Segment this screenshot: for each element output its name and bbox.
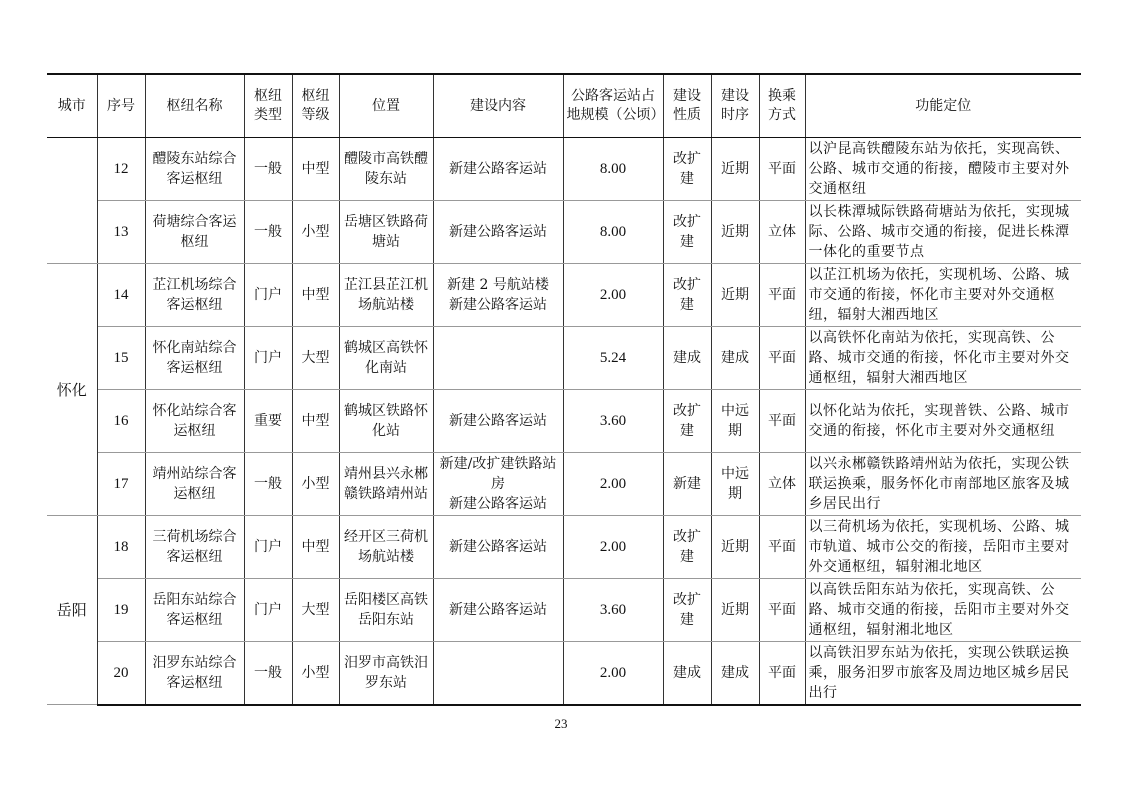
cell-area: 2.00 <box>563 642 663 705</box>
cell-timing: 建成 <box>711 327 759 390</box>
header-name: 枢纽名称 <box>145 74 244 138</box>
cell-function: 以三荷机场为依托，实现机场、公路、城市轨道、城市公交的衔接，岳阳市主要对外交通枢纽，辐射湘北地区 <box>805 516 1081 579</box>
header-function: 功能定位 <box>805 74 1081 138</box>
cell-hub-level: 中型 <box>292 264 339 327</box>
cell-no: 13 <box>97 201 145 264</box>
table-row <box>47 264 1081 327</box>
cell-no: 18 <box>97 516 145 579</box>
cell-timing: 中远期 <box>711 453 759 516</box>
cell-transfer: 立体 <box>759 453 805 516</box>
cell-timing: 近期 <box>711 138 759 201</box>
cell-location: 靖州县兴永郴赣铁路靖州站 <box>339 453 433 516</box>
cell-function: 以沪昆高铁醴陵东站为依托，实现高铁、公路、城市交通的衔接，醴陵市主要对外交通枢纽 <box>805 138 1081 201</box>
cell-location: 鹤城区高铁怀化南站 <box>339 327 433 390</box>
cell-content: 新建公路客运站 <box>433 390 563 453</box>
cell-hub-name: 芷江机场综合客运枢纽 <box>145 264 244 327</box>
cell-nature: 改扩建 <box>663 138 711 201</box>
cell-nature: 改扩建 <box>663 516 711 579</box>
header-no: 序号 <box>97 74 145 138</box>
cell-transfer: 平面 <box>759 579 805 642</box>
cell-hub-name: 三荷机场综合客运枢纽 <box>145 516 244 579</box>
header-transfer: 换乘方式 <box>759 74 805 138</box>
cell-no: 12 <box>97 138 145 201</box>
cell-location: 岳塘区铁路荷塘站 <box>339 201 433 264</box>
cell-hub-level: 大型 <box>292 327 339 390</box>
cell-no: 20 <box>97 642 145 705</box>
cell-hub-level: 中型 <box>292 138 339 201</box>
cell-hub-type: 门户 <box>244 264 292 327</box>
cell-nature: 改扩建 <box>663 579 711 642</box>
cell-content: 新建/改扩建铁路站房 新建公路客运站 <box>433 453 563 516</box>
cell-no: 15 <box>97 327 145 390</box>
cell-content <box>433 642 563 705</box>
cell-hub-type: 重要 <box>244 390 292 453</box>
cell-function: 以芷江机场为依托，实现机场、公路、城市交通的衔接，怀化市主要对外交通枢纽，辐射大湘西地区 <box>805 264 1081 327</box>
cell-hub-level: 小型 <box>292 453 339 516</box>
cell-area: 5.24 <box>563 327 663 390</box>
cell-hub-type: 门户 <box>244 327 292 390</box>
cell-area: 3.60 <box>563 390 663 453</box>
cell-hub-name: 怀化南站综合客运枢纽 <box>145 327 244 390</box>
cell-hub-type: 门户 <box>244 579 292 642</box>
cell-no: 19 <box>97 579 145 642</box>
header-content: 建设内容 <box>433 74 563 138</box>
cell-function: 以兴永郴赣铁路靖州站为依托，实现公铁联运换乘，服务怀化市南部地区旅客及城乡居民出行 <box>805 453 1081 516</box>
cell-content <box>433 327 563 390</box>
cell-area: 8.00 <box>563 201 663 264</box>
cell-hub-type: 一般 <box>244 138 292 201</box>
cell-transfer: 平面 <box>759 642 805 705</box>
cell-transfer: 平面 <box>759 327 805 390</box>
cell-no: 17 <box>97 453 145 516</box>
table-row <box>47 201 1081 264</box>
header-area: 公路客运站占地规模（公顷） <box>563 74 663 138</box>
cell-transfer: 立体 <box>759 201 805 264</box>
cell-nature: 改扩建 <box>663 201 711 264</box>
cell-hub-name: 岳阳东站综合客运枢纽 <box>145 579 244 642</box>
header-nature: 建设性质 <box>663 74 711 138</box>
cell-timing: 近期 <box>711 579 759 642</box>
cell-function: 以长株潭城际铁路荷塘站为依托，实现城际、公路、城市交通的衔接，促进长株潭一体化的重要节点 <box>805 201 1081 264</box>
cell-function: 以高铁怀化南站为依托，实现高铁、公路、城市交通的衔接，怀化市主要对外交通枢纽，辐射大湘西地区 <box>805 327 1081 390</box>
table-row <box>47 327 1081 390</box>
cell-nature: 建成 <box>663 327 711 390</box>
cell-hub-level: 中型 <box>292 516 339 579</box>
cell-transfer: 平面 <box>759 138 805 201</box>
table-row <box>47 516 1081 579</box>
cell-no: 16 <box>97 390 145 453</box>
cell-timing: 近期 <box>711 516 759 579</box>
cell-function: 以高铁岳阳东站为依托，实现高铁、公路、城市交通的衔接，岳阳市主要对外交通枢纽，辐射湘北地区 <box>805 579 1081 642</box>
cell-city: 怀化 <box>47 264 97 516</box>
cell-content: 新建公路客运站 <box>433 138 563 201</box>
cell-transfer: 平面 <box>759 390 805 453</box>
cell-hub-level: 中型 <box>292 390 339 453</box>
table-body <box>47 138 1081 705</box>
cell-nature: 新建 <box>663 453 711 516</box>
cell-location: 汨罗市高铁汨罗东站 <box>339 642 433 705</box>
cell-hub-name: 汨罗东站综合客运枢纽 <box>145 642 244 705</box>
cell-city <box>47 138 97 264</box>
cell-area: 2.00 <box>563 264 663 327</box>
page-number: 23 <box>554 716 568 731</box>
cell-area: 8.00 <box>563 138 663 201</box>
cell-hub-type: 一般 <box>244 453 292 516</box>
cell-area: 2.00 <box>563 516 663 579</box>
cell-hub-level: 小型 <box>292 201 339 264</box>
table-row <box>47 453 1081 516</box>
cell-hub-name: 荷塘综合客运枢纽 <box>145 201 244 264</box>
header-timing: 建设时序 <box>711 74 759 138</box>
cell-timing: 建成 <box>711 642 759 705</box>
cell-location: 鹤城区铁路怀化站 <box>339 390 433 453</box>
cell-hub-type: 一般 <box>244 201 292 264</box>
cell-hub-level: 小型 <box>292 642 339 705</box>
cell-location: 岳阳楼区高铁岳阳东站 <box>339 579 433 642</box>
hub-table <box>47 73 1081 706</box>
cell-hub-name: 怀化站综合客运枢纽 <box>145 390 244 453</box>
cell-location: 芷江县芷江机场航站楼 <box>339 264 433 327</box>
cell-no: 14 <box>97 264 145 327</box>
cell-nature: 建成 <box>663 642 711 705</box>
cell-hub-name: 醴陵东站综合客运枢纽 <box>145 138 244 201</box>
cell-content: 新建公路客运站 <box>433 579 563 642</box>
header-city: 城市 <box>47 74 97 138</box>
cell-nature: 改扩建 <box>663 390 711 453</box>
cell-location: 醴陵市高铁醴陵东站 <box>339 138 433 201</box>
cell-hub-type: 一般 <box>244 642 292 705</box>
cell-content: 新建 2 号航站楼 新建公路客运站 <box>433 264 563 327</box>
cell-transfer: 平面 <box>759 516 805 579</box>
header-level: 枢纽等级 <box>292 74 339 138</box>
cell-hub-name: 靖州站综合客运枢纽 <box>145 453 244 516</box>
cell-function: 以高铁汨罗东站为依托，实现公铁联运换乘，服务汨罗市旅客及周边地区城乡居民出行 <box>805 642 1081 705</box>
cell-content: 新建公路客运站 <box>433 516 563 579</box>
table-row <box>47 579 1081 642</box>
cell-timing: 中远期 <box>711 390 759 453</box>
table-row <box>47 390 1081 453</box>
cell-function: 以怀化站为依托，实现普铁、公路、城市交通的衔接，怀化市主要对外交通枢纽 <box>805 390 1081 453</box>
header-row <box>47 74 1081 138</box>
header-type: 枢纽类型 <box>244 74 292 138</box>
cell-area: 3.60 <box>563 579 663 642</box>
cell-hub-level: 大型 <box>292 579 339 642</box>
cell-city: 岳阳 <box>47 516 97 705</box>
cell-transfer: 平面 <box>759 264 805 327</box>
cell-timing: 近期 <box>711 264 759 327</box>
cell-area: 2.00 <box>563 453 663 516</box>
cell-content: 新建公路客运站 <box>433 201 563 264</box>
header-location: 位置 <box>339 74 433 138</box>
cell-hub-type: 门户 <box>244 516 292 579</box>
table-row <box>47 642 1081 705</box>
cell-timing: 近期 <box>711 201 759 264</box>
cell-nature: 改扩建 <box>663 264 711 327</box>
cell-location: 经开区三荷机场航站楼 <box>339 516 433 579</box>
table-row <box>47 138 1081 201</box>
